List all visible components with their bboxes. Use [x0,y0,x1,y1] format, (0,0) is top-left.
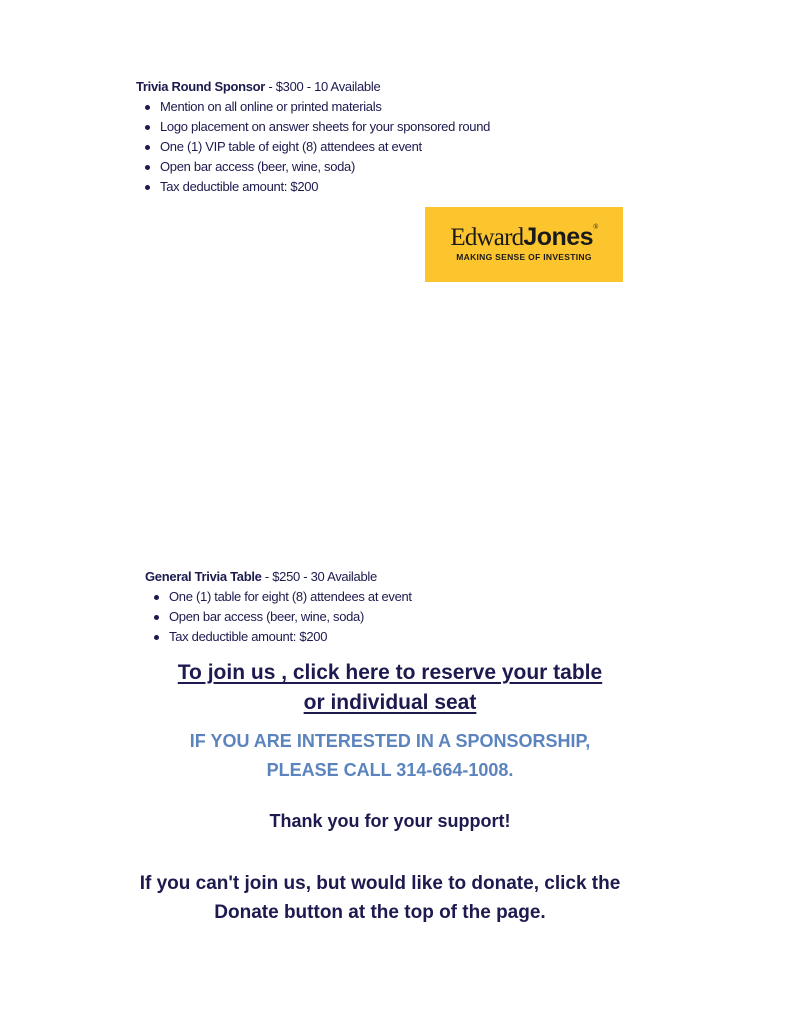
reserve-table-link[interactable] [150,658,630,718]
reserve-link-line-2[interactable]: or individual seat [303,691,477,714]
list-item: Mention on all online or printed materials [136,97,490,117]
general-table-title: General Trivia Table [145,569,262,584]
thank-you-message: Thank you for your support! [269,811,511,831]
list-item: One (1) VIP table of eight (8) attendees at event [136,137,490,157]
logo-brand-name [425,223,623,252]
sponsorship-call-line-1: IF YOU ARE INTERESTED IN A SPONSORSHIP, [189,731,591,751]
reserve-link-line-1[interactable]: To join us , click here to reserve your table [177,661,603,684]
edward-jones-logo [425,207,623,282]
donate-note-line-2: Donate button at the top of the page. [214,902,546,923]
trivia-round-title: Trivia Round Sponsor [136,79,266,94]
donate-note [80,869,680,927]
list-item: Open bar access (beer, wine, soda) [136,157,490,177]
trivia-round-heading [136,77,490,97]
general-table-heading [145,567,412,587]
sponsorship-call-line-2: PLEASE CALL 314-664-1008. [266,760,514,780]
trivia-round-sponsor-section [136,77,490,197]
logo-brand-second: Jones [523,223,594,251]
donate-note-line-1: If you can't join us, but would like to donate, click the [139,873,621,894]
registered-mark: ® [593,223,598,231]
trivia-round-benefits-list [136,97,490,197]
list-item: One (1) table for eight (8) attendees at event [145,587,412,607]
logo-tagline: MAKING SENSE OF INVESTING [456,252,592,262]
logo-brand-first: Edward [450,224,524,251]
general-table-benefits-list [145,587,412,647]
list-item: Tax deductible amount: $200 [145,627,412,647]
sponsorship-call-text [140,727,640,785]
list-item: Open bar access (beer, wine, soda) [145,607,412,627]
general-table-price: - $250 - 30 Available [261,569,377,584]
general-trivia-table-section [145,567,412,647]
list-item: Tax deductible amount: $200 [136,177,490,197]
list-item: Logo placement on answer sheets for your sponsored round [136,117,490,137]
trivia-round-price: - $300 - 10 Available [265,79,381,94]
